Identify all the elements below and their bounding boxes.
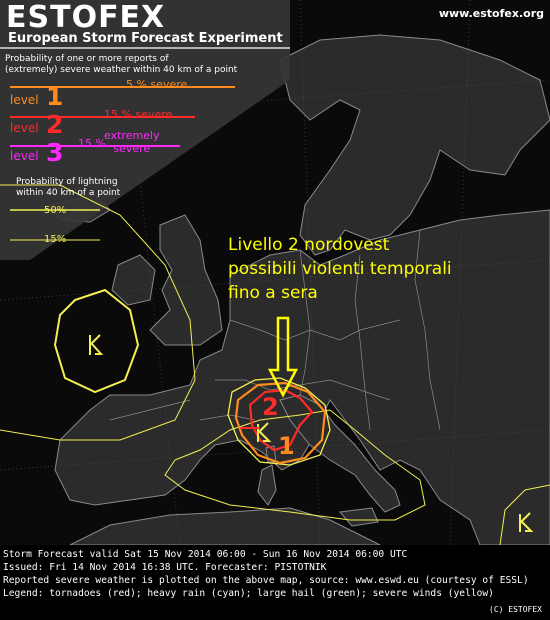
lightning-legend-title: Probability of lightning within 40 km of a point: [16, 177, 121, 198]
level2-description: 15 % severe: [104, 108, 173, 121]
probability-legend-title: Probability of one or more reports of (extremely) severe weather within 40 km of a point: [5, 54, 238, 75]
report-legend-line: Legend: tornadoes (red); heavy rain (cyan); large hail (green); severe winds (yellow): [3, 588, 494, 599]
level2-number: 2: [46, 110, 64, 139]
level3-description: extremely severe: [104, 129, 160, 155]
reports-source-line: Reported severe weather is plotted on the above map, source: www.eswd.eu (courtesy of ESSL): [3, 575, 529, 586]
lightning-50-label: 50%: [44, 205, 67, 216]
level3-word: level: [10, 149, 39, 163]
map-level1-label: 1: [278, 432, 295, 460]
lightning-15-label: 15%: [44, 234, 67, 245]
website-link[interactable]: www.estofex.org: [438, 7, 544, 20]
forecast-annotation: Livello 2 nordovest possibili violenti temporali fino a sera: [228, 235, 452, 303]
issued-line: Issued: Fri 14 Nov 2014 16:38 UTC. Forecaster: PISTOTNIK: [3, 562, 327, 573]
forecast-footer: [0, 545, 550, 620]
level3-number: 3: [46, 138, 64, 167]
level1-description: 5 % severe: [126, 78, 188, 91]
level2-word: level: [10, 121, 39, 135]
copyright: (C) ESTOFEX: [489, 605, 542, 614]
level1-word: level: [10, 93, 39, 107]
level1-number: 1: [46, 82, 64, 111]
map-level2-label: 2: [262, 393, 279, 421]
level3-percent: 15 %: [78, 137, 106, 150]
brand-subtitle: European Storm Forecast Experiment: [8, 31, 283, 46]
validity-line: Storm Forecast valid Sat 15 Nov 2014 06:00 - Sun 16 Nov 2014 06:00 UTC: [3, 549, 408, 560]
brand-title: ESTOFEX: [6, 0, 166, 35]
